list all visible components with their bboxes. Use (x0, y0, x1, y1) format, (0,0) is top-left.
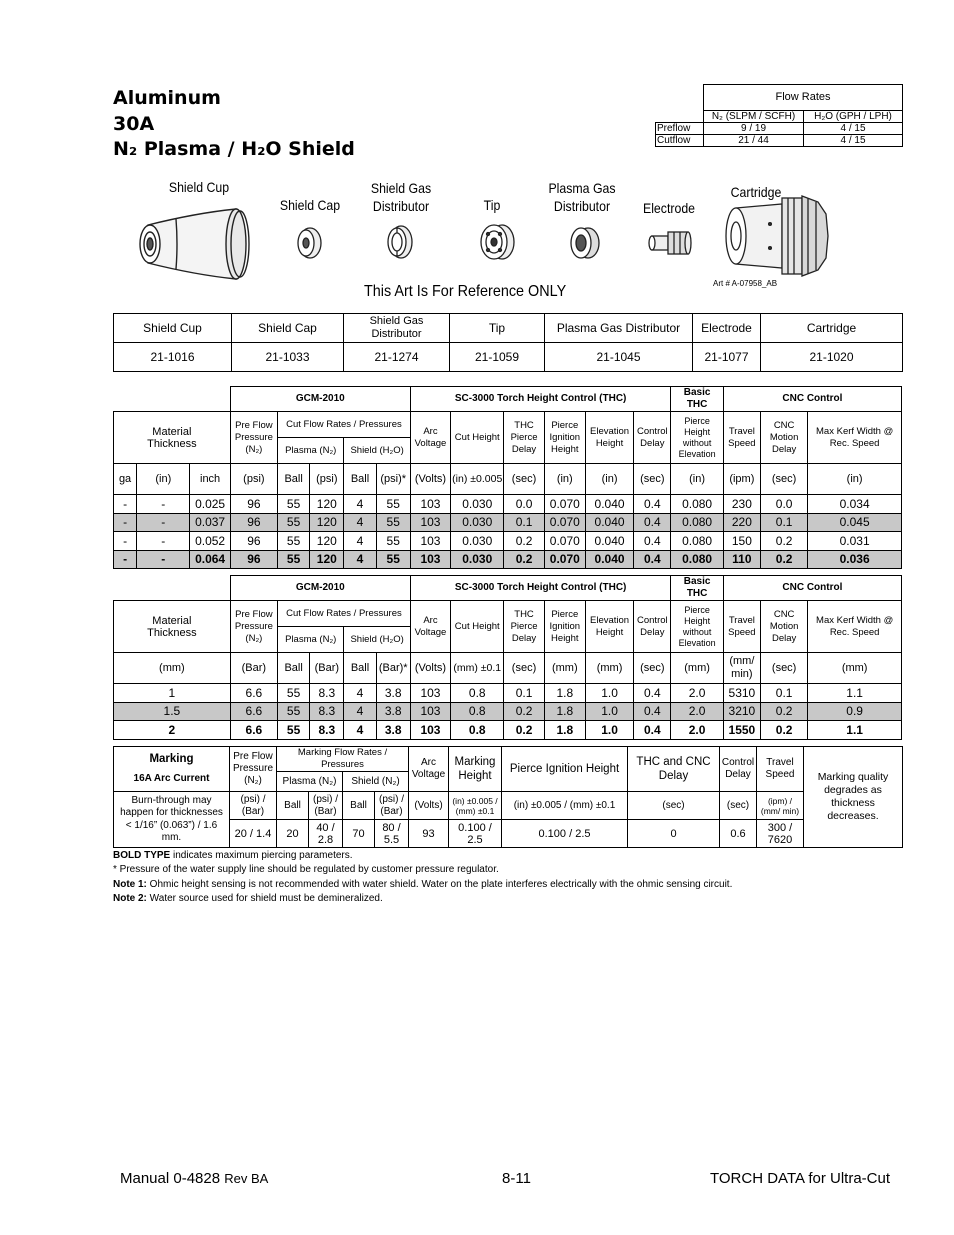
art-label-plasma-gas-distributor: Plasma Gas Distributor (548, 180, 616, 214)
art-label-shield-gas-distributor: Shield Gas Distributor (370, 180, 432, 214)
imperial-units-row: ga (in) inch (psi) Ball (psi) Ball (psi)* (Volts) (in) ±0.005 (sec) (in) (in) (sec) (in) (ipm) (sec) (in) (114, 464, 902, 495)
table-cell: 1.8 (544, 702, 585, 721)
table-cell: 110 (723, 550, 760, 569)
table-row (114, 495, 902, 514)
table-cell: 55 (376, 550, 410, 569)
table-cell: 0.031 (808, 532, 902, 551)
shield-gas-distributor-drawing (384, 224, 414, 260)
table-cell: 4 (344, 684, 376, 703)
flow-rates-header: Flow Rates (704, 85, 903, 111)
table-cell: 0.9 (808, 702, 902, 721)
table-cell: 3.8 (376, 684, 410, 703)
table-cell: 0.070 (544, 550, 585, 569)
table-cell: 0.2 (760, 550, 807, 569)
art-label-shield-cap: Shield Cap (279, 197, 341, 213)
table-cell: 0.2 (504, 721, 544, 740)
table-cell: 55 (376, 513, 410, 532)
table-cell: 8.3 (310, 702, 344, 721)
table-cell: 0.070 (544, 532, 585, 551)
marking-quality-note: Marking quality degrades as thickness decreases. (804, 747, 903, 848)
table-cell: 0.040 (585, 495, 633, 514)
table-cell: 4 (344, 702, 376, 721)
table-cell: 120 (310, 513, 344, 532)
table-cell: 55 (278, 684, 310, 703)
table-cell: 3.8 (376, 702, 410, 721)
table-cell: 0.4 (634, 513, 671, 532)
table-cell: 0.030 (451, 550, 504, 569)
bold-type-note: BOLD TYPE indicates maximum piercing parameters. (113, 850, 353, 861)
imperial-data-rows (114, 495, 902, 569)
pressure-note: * Pressure of the water supply line should be regulated by customer pressure regulator. (113, 864, 499, 876)
table-cell: 8.3 (310, 721, 344, 740)
table-cell: 55 (278, 495, 310, 514)
title-amperage: 30A (113, 112, 155, 135)
footer-page-number: 8-11 (502, 1170, 531, 1187)
table-cell: 150 (723, 532, 760, 551)
table-cell: 1 (114, 684, 231, 703)
table-cell: 0.1 (760, 684, 807, 703)
title-gas: N₂ Plasma / H₂O Shield (113, 138, 355, 160)
table-cell: 1.0 (585, 721, 633, 740)
flow-row-preflow: Preflow 9 / 19 4 / 15 (656, 123, 903, 135)
plasma-gas-distributor-drawing (568, 225, 602, 261)
table-cell: - (137, 532, 190, 551)
table-cell: 103 (410, 513, 450, 532)
table-cell: 4 (344, 532, 376, 551)
table-cell: 6.6 (230, 684, 277, 703)
table-cell: - (137, 550, 190, 569)
cartridge-drawing (722, 194, 834, 278)
basic-thc-header: Basic THC (671, 387, 723, 412)
table-cell: 55 (278, 513, 310, 532)
material-thickness-header: Material Thickness (114, 412, 231, 464)
art-label-electrode: Electrode (642, 200, 696, 216)
table-cell: 120 (310, 550, 344, 569)
art-label-tip: Tip (483, 197, 501, 213)
table-cell: 3210 (723, 702, 760, 721)
notes-block (113, 849, 732, 907)
flow-col-n2: N₂ (SLPM / SCFH) (704, 111, 804, 123)
table-cell: 0.8 (451, 721, 504, 740)
table-row (114, 721, 902, 740)
part-numbers-value-row: 21-1016 21-1033 21-1274 21-1059 21-1045 21-1077 21-1020 (114, 343, 903, 372)
reference-note: This Art Is For Reference ONLY (364, 283, 567, 300)
flow-row-cutflow: Cutflow 21 / 44 4 / 15 (656, 135, 903, 147)
table-cell: 103 (410, 702, 450, 721)
table-cell: 96 (230, 513, 277, 532)
title-material: Aluminum (113, 87, 221, 109)
table-cell: 55 (278, 532, 310, 551)
table-cell: 96 (230, 532, 277, 551)
art-label-cartridge: Cartridge (730, 184, 782, 200)
table-cell: 0.1 (504, 513, 544, 532)
imperial-cut-table: GCM-2010 SC-3000 Torch Height Control (THC) Basic THC CNC Control Material Thickness Pre Flow Pressure (N₂) Cut Flow Rates / Pressures Arc Voltage Cut Height THC Pierce Delay Pierce Ignition Height Elevation Height Control Delay Pierce Height without Elevation Travel Speed CNC Motion Delay Max Kerf Width @ Rec. Speed Plasma (N₂) Shield (H₂O) ga (in) inch (psi) Ball (psi) Ball (psi)* (Volts) (in) ±0.005 (sec) (in) (in) (sec) (in) (ipm) (sec) (in) - - 0.025 96 55 120 4 55 103 0.030 0.0 0.070 0.040 0.4 0.080 230 0.0 0.034 - - 0.037 96 55 120 4 55 103 0.030 0.1 0.070 0.040 0.4 0.080 220 0.1 0.045 - - 0.052 96 55 120 4 55 103 0.030 0.2 0.070 0.040 0.4 0.080 150 0.2 0.031 - - 0.064 96 55 120 4 55 103 0.030 0.2 0.070 0.040 0.4 0.080 110 0.2 0.036 (113, 386, 902, 569)
table-row (114, 513, 902, 532)
footer-manual: Manual 0-4828 Rev BA (120, 1170, 269, 1187)
table-cell: 1.8 (544, 721, 585, 740)
table-cell: 0.2 (760, 702, 807, 721)
table-cell: 2.0 (671, 702, 723, 721)
table-cell: 55 (376, 532, 410, 551)
table-cell: 0.4 (634, 702, 671, 721)
table-cell: 0.025 (190, 495, 230, 514)
table-cell: 55 (278, 702, 310, 721)
table-cell: 1.0 (585, 702, 633, 721)
table-cell: 230 (723, 495, 760, 514)
note-1: Note 1: Ohmic height sensing is not recommended with water shield. Water on the plate interferes electrically with the ohmic sensing circuit. (113, 878, 733, 890)
table-cell: 4 (344, 721, 376, 740)
burn-through-note: Burn-through may happen for thicknesses < 1/16” (0.063”) / 1.6 mm. (114, 792, 230, 848)
table-cell: 0.030 (451, 532, 504, 551)
table-cell: 2.0 (671, 721, 723, 740)
table-cell: 0.080 (671, 532, 723, 551)
table-cell: 5310 (723, 684, 760, 703)
table-cell: 0.045 (808, 513, 902, 532)
table-cell: 2.0 (671, 684, 723, 703)
table-cell: 55 (376, 495, 410, 514)
table-cell: 103 (410, 721, 450, 740)
table-cell: 4 (344, 513, 376, 532)
part-numbers-header-row: Shield Cup Shield Cap Shield Gas Distributor Tip Plasma Gas Distributor Electrode Cartridge (114, 314, 903, 343)
table-cell: 1.1 (808, 684, 902, 703)
table-cell: 0.030 (451, 495, 504, 514)
table-cell: 103 (410, 550, 450, 569)
table-cell: 0.070 (544, 513, 585, 532)
cnc-header: CNC Control (723, 387, 901, 412)
table-cell: 2 (114, 721, 231, 740)
table-cell: 0.030 (451, 513, 504, 532)
table-cell: - (114, 550, 137, 569)
table-cell: 0.1 (504, 684, 544, 703)
table-cell: 0.4 (634, 721, 671, 740)
table-cell: 0.4 (634, 684, 671, 703)
shield-cup-drawing (136, 205, 256, 283)
table-cell: 0.080 (671, 513, 723, 532)
art-number: Art # A-07958_AB (713, 279, 778, 288)
table-cell: 0.036 (808, 550, 902, 569)
metric-units-row: (mm) (Bar) Ball (Bar) Ball (Bar)* (Volts) (mm) ±0.1 (sec) (mm) (mm) (sec) (mm) (mm/ min) (sec) (mm) (114, 653, 902, 684)
table-cell: 103 (410, 495, 450, 514)
page-title (113, 86, 355, 163)
table-cell: 103 (410, 684, 450, 703)
table-cell: 96 (230, 495, 277, 514)
metric-cut-table: GCM-2010 SC-3000 Torch Height Control (THC) Basic THC CNC Control Material Thickness Pre Flow Pressure (N₂) Cut Flow Rates / Pressures Arc Voltage Cut Height THC Pierce Delay Pierce Ignition Height Elevation Height Control Delay Pierce Height without Elevation Travel Speed CNC Motion Delay Max Kerf Width @ Rec. Speed Plasma (N₂) Shield (H₂O) (mm) (Bar) Ball (Bar) Ball (Bar)* (Volts) (mm) ±0.1 (sec) (mm) (mm) (sec) (mm) (mm/ min) (sec) (mm) 1 6.6 55 8.3 4 3.8 103 0.8 0.1 1.8 1.0 0.4 2.0 5310 0.1 1.1 1.5 6.6 55 8.3 4 3.8 103 0.8 0.2 1.8 1.0 0.4 2.0 3210 0.2 0.9 2 6.6 55 8.3 4 3.8 103 0.8 0.2 1.8 1.0 0.4 2.0 1550 0.2 1.1 (113, 575, 902, 740)
table-cell: 55 (278, 550, 310, 569)
table-cell: 103 (410, 532, 450, 551)
table-row (114, 532, 902, 551)
table-cell: 0.037 (190, 513, 230, 532)
table-cell: 8.3 (310, 684, 344, 703)
table-cell: 0.4 (634, 532, 671, 551)
flow-col-h2o: H₂O (GPH / LPH) (804, 111, 903, 123)
table-cell: 0.4 (634, 495, 671, 514)
table-cell: 0.034 (808, 495, 902, 514)
table-cell: 0.2 (504, 702, 544, 721)
table-cell: 0.2 (760, 532, 807, 551)
shield-cap-drawing (294, 226, 324, 260)
table-cell: 6.6 (230, 702, 277, 721)
table-cell: 0.2 (760, 721, 807, 740)
tip-drawing (474, 222, 518, 262)
flow-rates-table (655, 84, 903, 147)
table-cell: 1.8 (544, 684, 585, 703)
art-label-shield-cup: Shield Cup (168, 179, 230, 195)
table-cell: 0.070 (544, 495, 585, 514)
table-row (114, 550, 902, 569)
marking-values-row: 20 / 1.4 20 40 / 2.8 70 80 / 5.5 93 0.100 / 2.5 0.100 / 2.5 0 0.6 300 / 7620 (114, 820, 903, 848)
table-cell: - (114, 532, 137, 551)
table-cell: 1.1 (808, 721, 902, 740)
table-cell: - (114, 495, 137, 514)
note-2: Note 2: Water source used for shield must be demineralized. (113, 893, 383, 905)
table-cell: 120 (310, 495, 344, 514)
table-cell: 4 (344, 495, 376, 514)
table-cell: 55 (278, 721, 310, 740)
table-cell: 0.040 (585, 513, 633, 532)
table-cell: 0.8 (451, 702, 504, 721)
table-cell: 3.8 (376, 721, 410, 740)
footer-section: TORCH DATA for Ultra-Cut (710, 1170, 891, 1187)
marking-units-row: Burn-through may happen for thicknesses < 1/16” (0.063”) / 1.6 mm. (psi) / (Bar) Ball (psi) / (Bar) Ball (psi) / (Bar) (Volts) (in) ±0.005 / (mm) ±0.1 (in) ±0.005 / (mm) ±0.1 (sec) (sec) (ipm) / (mm/ min) (114, 792, 903, 820)
table-cell: 0.0 (504, 495, 544, 514)
table-cell: 1550 (723, 721, 760, 740)
table-cell: 1.5 (114, 702, 231, 721)
table-cell: 1.0 (585, 684, 633, 703)
marking-title-cell: Marking 16A Arc Current (114, 747, 230, 792)
table-cell: 0.040 (585, 532, 633, 551)
table-cell: 0.2 (504, 550, 544, 569)
table-cell: 0.052 (190, 532, 230, 551)
electrode-drawing (648, 228, 692, 258)
table-row (114, 702, 902, 721)
table-cell: - (137, 513, 190, 532)
table-cell: 120 (310, 532, 344, 551)
table-cell: 96 (230, 550, 277, 569)
sc3000-header: SC-3000 Torch Height Control (THC) (410, 387, 671, 412)
table-cell: 0.040 (585, 550, 633, 569)
table-cell: 0.4 (634, 550, 671, 569)
part-numbers-table (113, 313, 903, 372)
table-cell: 220 (723, 513, 760, 532)
table-cell: 6.6 (230, 721, 277, 740)
table-cell: 0.0 (760, 495, 807, 514)
metric-data-rows (114, 684, 902, 740)
table-cell: 4 (344, 550, 376, 569)
table-cell: 0.080 (671, 550, 723, 569)
table-cell: - (137, 495, 190, 514)
table-cell: 0.1 (760, 513, 807, 532)
table-cell: 0.080 (671, 495, 723, 514)
table-row (114, 684, 902, 703)
table-cell: - (114, 513, 137, 532)
marking-table: Marking 16A Arc Current Pre Flow Pressure (N₂) Marking Flow Rates / Pressures Arc Voltage Marking Height Pierce Ignition Height THC and CNC Delay Control Delay Travel Speed Marking quality degrades as thickness decreases. Plasma (N₂) Shield (N₂) Burn-through may happen for thicknesses < 1/16” (0.063”) / 1.6 mm. (psi) / (Bar) Ball (psi) / (Bar) Ball (psi) / (Bar) (Volts) (in) ±0.005 / (mm) ±0.1 (in) ±0.005 / (mm) ±0.1 (sec) (sec) (ipm) / (mm/ min) 20 / 1.4 20 40 / 2.8 70 80 / 5.5 93 0.100 / 2.5 0.100 / 2.5 0 0.6 300 / 7620 (113, 746, 903, 848)
table-cell: 0.064 (190, 550, 230, 569)
table-cell: 0.2 (504, 532, 544, 551)
gcm-header: GCM-2010 (230, 387, 410, 412)
table-cell: 0.8 (451, 684, 504, 703)
